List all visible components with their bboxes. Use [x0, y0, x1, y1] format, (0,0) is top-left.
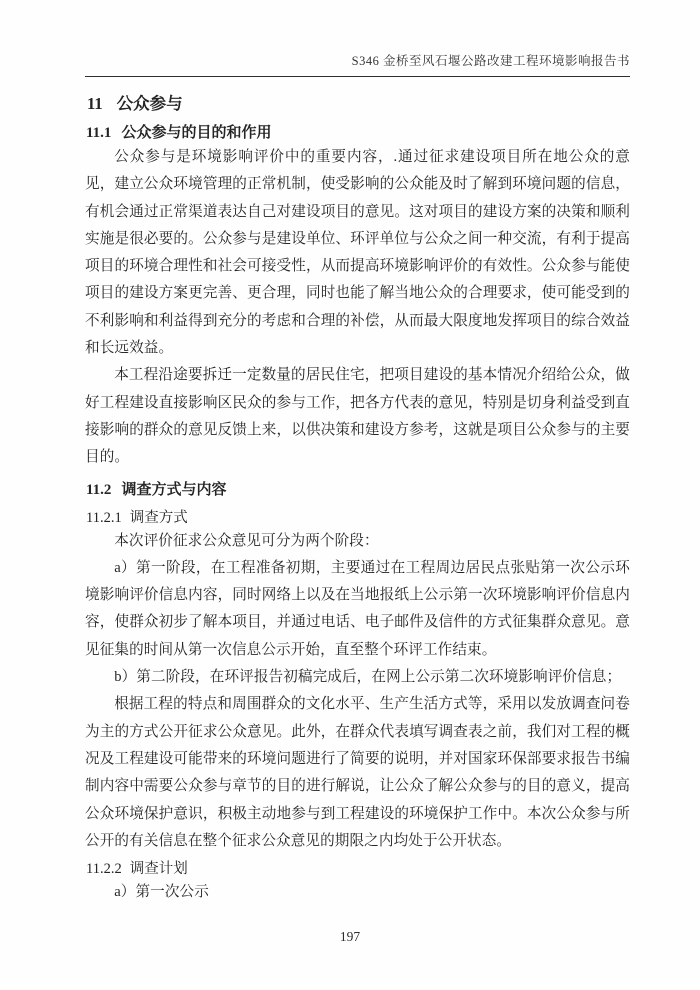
running-header-title: S346 金桥至风石堰公路改建工程环境影响报告书 [351, 54, 630, 68]
paragraph-survey-method: 根据工程的特点和周围群众的文化水平、生产生活方式等，采用以发放调查问卷为主的方式公开征求公众意见。此外，在群众代表填写调查表之前，我们对工程的概况及工程建设可能带来的环境问题进行了简要的说明，并对国家环保部要求报告书编制内容中需要公众参与章节的目的进行解说，让公众了解公众参与的目的意义，提高公众环境保护意识，积极主动地参与到工程建设的环境保护工作中。本次公众参与所公开的有关信息在整个征求公众意见的期限之内均处于公开状态。 [85, 696, 630, 849]
paragraph-purpose-2: 本工程沿途要拆迁一定数量的居民住宅，把项目建设的基本情况介绍给公众，做好工程建设直接影响区民众的参与工作，把各方代表的意见，特别是切身利益受到直接影响的群众的意见反馈上来，以供决策和建设方参考，这就是项目公众参与的主要目的。 [85, 367, 630, 466]
section-number: 11.2 [86, 481, 112, 498]
subsection-number: 11.2.1 [86, 509, 122, 526]
subsection-heading-11-2-1 [86, 508, 630, 528]
paragraph-purpose-1: 公众参与是环境影响评价中的重要内容，.通过征求建设项目所在地公众的意见，建立公众环境管理的正常机制，使受影响的公众能及时了解到环境问题的信息，有机会通过正常渠道表达自己对建设项目的意见。这对项目的建设方案的决策和顺利实施是很必要的。公众参与是建设单位、环评单位与公众之间一种交流，有利于提高项目的环境合理性和社会可接受性，从而提高环境影响评价的有效性。公众参与能使项目的建设方案更完善、更合理，同时也能了解当地公众的合理要求，使可能受到的不利影响和利益得到充分的考虑和合理的补偿，从而最大限度地发挥项目的综合效益和长远效益。 [85, 149, 630, 357]
chapter-number: 11 [87, 94, 103, 113]
section-number: 11.1 [86, 125, 112, 141]
subsection-heading-11-2-2 [86, 859, 630, 879]
subsection-title: 调查计划 [129, 861, 188, 878]
paragraph-stage-b: b）第二阶段，在环评报告初稿完成后，在网上公示第二次环境影响评价信息； [114, 669, 622, 686]
section-heading-11-2 [86, 480, 630, 501]
section-title: 公众参与的目的和作用 [121, 125, 272, 141]
subsection-number: 11.2.2 [86, 861, 122, 878]
paragraph-stage-a: a）第一阶段，在工程准备初期，主要通过在工程周边居民点张贴第一次公示环境影响评价信息内容，同时网络上以及在当地报纸上公示第一次环境影响评价信息内容，使群众初步了解本项目，并通过电话、电子邮件及信件的方式征集群众意见。意见征集的时间从第一次信息公示开始，直至整个环评工作结束。 [85, 559, 630, 658]
running-header [85, 54, 630, 77]
section-title: 调查方式与内容 [121, 481, 227, 498]
chapter-heading-11 [87, 93, 630, 115]
chapter-title: 公众参与 [116, 94, 183, 113]
paragraph-first-publicity: a）第一次公示 [114, 884, 209, 901]
paragraph-two-stages: 本次评价征求公众意见可分为两个阶段： [114, 532, 379, 549]
subsection-title: 调查方式 [129, 509, 188, 526]
section-heading-11-1 [86, 123, 630, 144]
page-number: 197 [339, 929, 361, 944]
page-footer [0, 929, 700, 945]
